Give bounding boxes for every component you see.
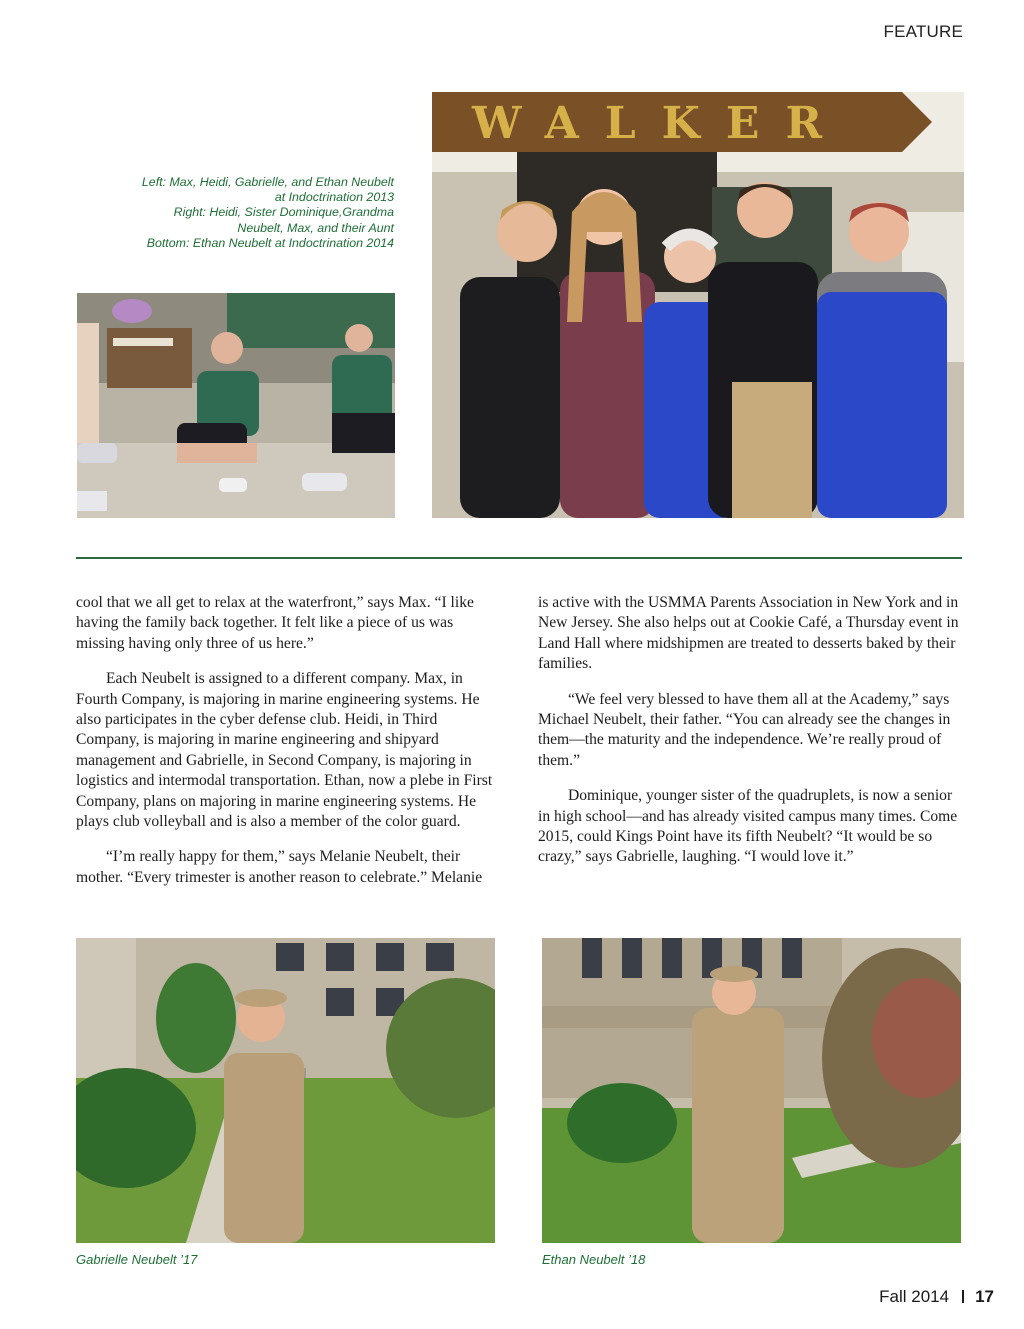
ethan-photo <box>542 938 961 1243</box>
section-divider <box>76 557 962 559</box>
walker-sign-text: WALKER <box>472 98 849 149</box>
issue-label: Fall 2014 <box>879 1287 950 1306</box>
indoctrination-photo <box>77 293 395 518</box>
caption-line: at Indoctrination 2013 <box>274 190 394 205</box>
article-paragraph: Each Neubelt is assigned to a different company. Max, in Fourth Company, is majoring in marine engineering systems. He also participates in the cyber defense club. Heidi, in Third Company, is majoring in marine engineering and shipyard management and Gabrielle, in Second Company, is majoring in logistics and intermodal transportation. Ethan, now a plebe in First Company, plans on majoring in marine engineering systems. He plays club volleyball and is also a member of the color guard. <box>76 670 493 831</box>
caption-line: Right: Heidi, Sister Dominique,Grandma <box>173 205 394 220</box>
page-number: 17 <box>975 1287 994 1306</box>
family-group-photo <box>432 92 964 518</box>
article-column-1 <box>76 593 501 903</box>
ethan-caption: Ethan Neubelt ’18 <box>542 1252 646 1267</box>
footer-separator <box>962 1290 964 1303</box>
article-paragraph: “We feel very blessed to have them all at the Academy,” says Michael Neubelt, their father. “You can already see the changes in them—the maturity and the independence. We’re really proud of them.” <box>538 690 951 769</box>
article-paragraph: “I’m really happy for them,” says Melanie Neubelt, their mother. “Every trimester is another reason to celebrate.” Melanie <box>76 848 483 886</box>
page-footer <box>879 1287 994 1307</box>
section-label: FEATURE <box>883 22 963 41</box>
caption-line: Neubelt, Max, and their Aunt <box>237 220 394 235</box>
article-paragraph: Dominique, younger sister of the quadruplets, is now a senior in high school—and has already visited campus many times. Come 2015, could Kings Point have its fifth Neubelt? “It would be so crazy,” says Gabrielle, laughing. “I would love it.” <box>538 787 958 866</box>
caption-line: Left: Max, Heidi, Gabrielle, and Ethan Neubelt <box>141 175 394 189</box>
photo-caption <box>100 175 394 251</box>
caption-line: Bottom: Ethan Neubelt at Indoctrination 2014 <box>146 235 394 250</box>
article-column-2 <box>538 593 964 883</box>
gabrielle-photo <box>76 938 495 1243</box>
article-paragraph: is active with the USMMA Parents Association in New York and in New Jersey. She also helps out at Cookie Café, a Thursday event in Land Hall where midshipmen are treated to desserts baked by their families. <box>538 594 959 673</box>
article-paragraph: cool that we all get to relax at the waterfront,” says Max. “I like having the family back together. It felt like a piece of us was missing having only three of us here.” <box>76 594 474 652</box>
gabrielle-caption: Gabrielle Neubelt ’17 <box>76 1252 198 1267</box>
